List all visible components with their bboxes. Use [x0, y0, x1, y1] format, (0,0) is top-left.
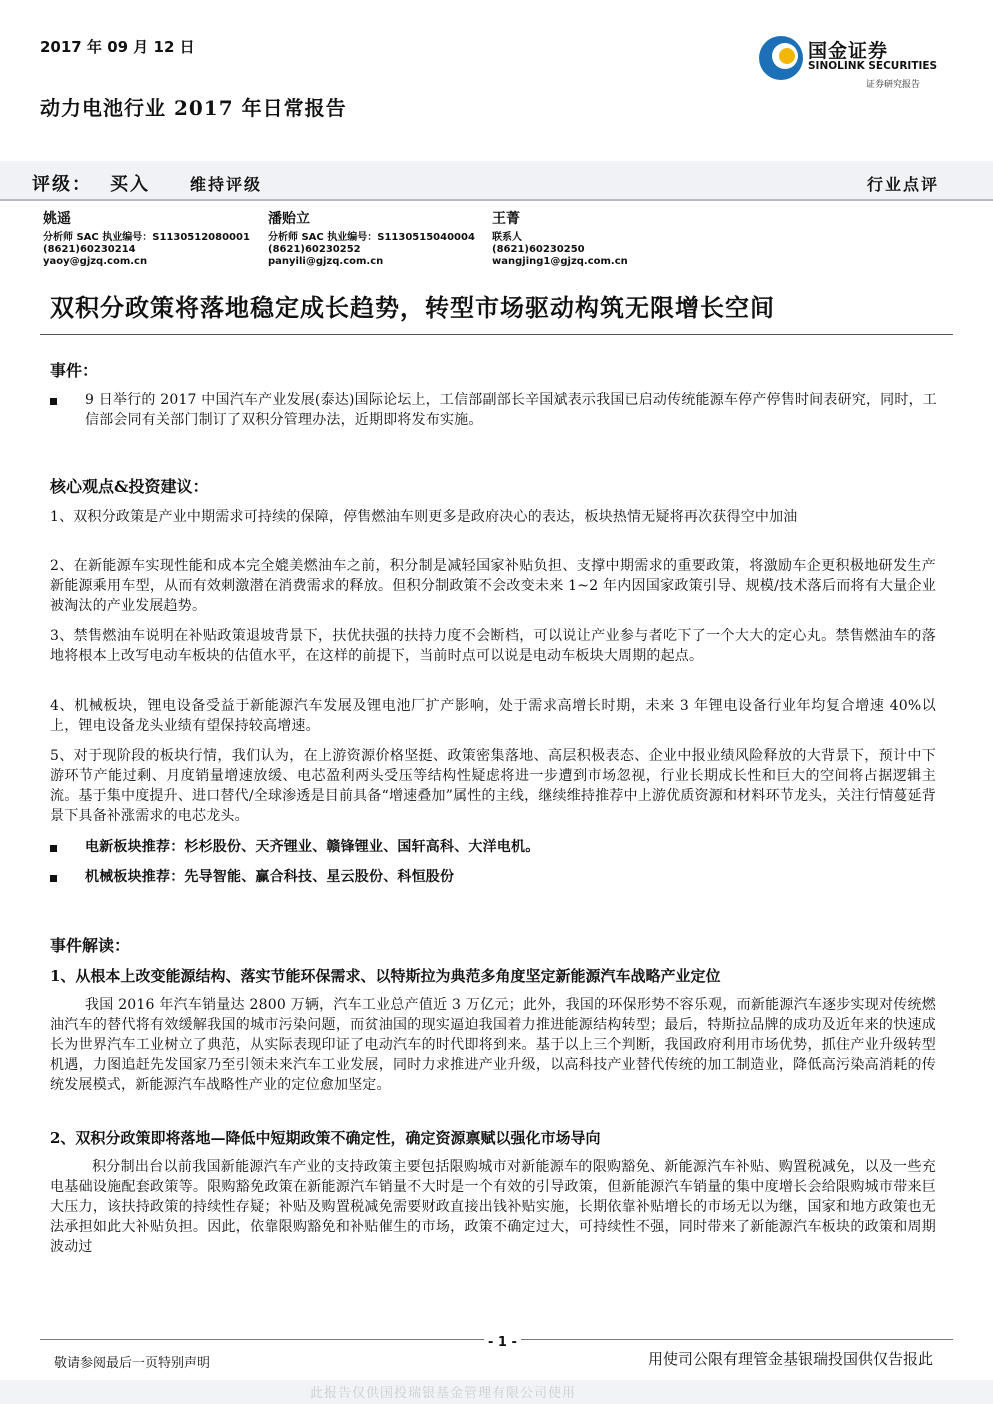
interpretation-section-title: 事件解读： [50, 936, 131, 955]
core-point: 3、禁售燃油车说明在补贴政策退坡背景下，扶优扶强的扶持力度不会断档，可以说让产业参与者吃下了一个大大的定心丸。禁售燃油车的落地将根本上改写电动车板块的估值水平，在这样的前提下，当前时点可以说是电动车板块大周期的起点。 [50, 628, 936, 664]
analyst-phone: (8621)60230252 [268, 244, 361, 255]
analyst-block [492, 210, 628, 268]
interpretation-body: 我国 2016 年汽车销量达 2800 万辆，汽车工业总产值近 3 万亿元；此外，我国的环保形势不容乐观，而新能源汽车逐步实现对传统燃油汽车的替代将有效缓解我国的城市污染问题，而贫油国的现实逼迫我国着力推进能源结构转型；最后，特斯拉品牌的成功及近年来的快速成长为世界汽车工业树立了典范，从实际表现印证了电动汽车的时代即将到来。基于以上三个判断，我国政府利用市场优势，抓住产业升级转型机遇，力图追赶先发国家乃至引领未来汽车工业发展，同时力求推进产业升级，以高科技产业替代传统的加工制造业，降低高污染高消耗的传统发展模式，新能源汽车战略性产业的定位愈加坚定。 [50, 997, 936, 1093]
analyst-name: 潘贻立 [268, 211, 310, 227]
watermark-text: 此报告仅供国投瑞银基金管理有限公司使用 [310, 1386, 577, 1401]
analyst-email: yaoy@gjzq.com.cn [43, 256, 148, 267]
rating-maintain: 维持评级 [190, 175, 263, 194]
event-section-title: 事件： [50, 361, 99, 380]
headline-divider [40, 334, 953, 335]
analyst-email: wangjing1@gjzq.com.cn [492, 256, 628, 267]
report-headline: 双积分政策将落地稳定成长趋势，转型市场驱动构筑无限增长空间 [50, 293, 775, 322]
analyst-cert: 分析师 SAC 执业编号：S1130515040004 [268, 232, 475, 243]
analyst-email: panyili@gjzq.com.cn [268, 256, 384, 267]
analyst-name: 王菁 [492, 211, 520, 227]
core-point: 4、机械板块，锂电设备受益于新能源汽车发展及锂电池厂扩产影响，处于需求高增长时期，未来 3 年锂电设备行业年均复合增速 40%以上，锂电设备龙头业绩有望保持较高增速。 [50, 698, 936, 734]
analyst-phone: (8621)60230214 [43, 244, 136, 255]
rating-value: 买入 [110, 174, 150, 195]
analyst-phone: (8621)60230250 [492, 244, 585, 255]
core-point: 5、对于现阶段的板块行情，我们认为，在上游资源价格坚挺、政策密集落地、高层积极表态、企业中报业绩风险释放的大背景下，预计中下游环节产能过剩、月度销量增速放缓、电芯盈利两头受压等结构性疑虑将进一步遭到市场忽视，行业长期成长性和巨大的空间将占据逻辑主流。基于集中度提升、进口替代/全球渗透是目前具备“增速叠加”属性的主线，继续维持推荐中上游优质资源和材料环节龙头，关注行情蔓延背景下具备补涨需求的电芯龙头。 [50, 748, 936, 824]
bullet-square-icon [50, 845, 57, 852]
footer-disclaimer: 敬请参阅最后一页特别声明 [54, 1356, 211, 1371]
core-section-title: 核心观点&投资建议： [50, 477, 209, 496]
rating-label: 评级： [32, 174, 92, 195]
footer-usage-note: 用使司公限有理管金基银瑞投国供仅告报此 [647, 1350, 933, 1368]
logo-english: SINOLINK SECURITIES [808, 60, 938, 72]
report-type: 行业点评 [866, 175, 939, 194]
analyst-name: 姚遥 [43, 211, 71, 227]
recommendation-machinery: 机械板块推荐：先导智能、赢合科技、星云股份、科恒股份 [85, 869, 455, 885]
core-point: 1、双积分政策是产业中期需求可持续的保障，停售燃油车则更多是政府决心的表达，板块热情无疑将再次获得空中加油 [50, 509, 798, 525]
interpretation-body: 积分制出台以前我国新能源汽车产业的支持政策主要包括限购城市对新能源车的限购豁免、新能源汽车补贴、购置税减免，以及一些充电基础设施配套政策等。限购豁免政策在新能源汽车销量不大时是一个有效的引导政策，但新能源汽车销量的集中度增长会给限购城市带来巨大压力，该扶持政策的持续性存疑；补贴及购置税减免需要财政直接出钱补贴实施，长期依靠补贴增长的市场无以为继，国家和地方政策也无法承担如此大补贴负担。因此，依靠限购豁免和补贴催生的市场，政策不确定过大，可持续性不强，同时带来了新能源汽车板块的政策和周期波动过 [50, 1159, 936, 1255]
report-date: 2017 年 09 月 12 日 [40, 38, 195, 56]
core-point: 2、在新能源车实现性能和成本完全媲美燃油车之前，积分制是减轻国家补贴负担、支撑中期需求的重要政策，将激励车企更积极地研发生产新能源乘用车型，从而有效刺激潜在消费需求的释放。但积分制政策不会改变未来 1~2 年内因国家政策引导、规模/技术落后而将有大量企业被淘汰的产业发展趋势。 [50, 558, 936, 614]
interpretation-heading: 1、从根本上改变能源结构、落实节能环保需求、以特斯拉为典范多角度坚定新能源汽车战略产业定位 [50, 967, 721, 985]
analyst-cert: 分析师 SAC 执业编号：S1130512080001 [43, 232, 250, 243]
logo-subtitle: 证券研究报告 [866, 80, 921, 90]
bullet-square-icon [50, 398, 57, 405]
page-number: - 1 - [484, 1335, 521, 1350]
interpretation-heading: 2、双积分政策即将落地—降低中短期政策不确定性，确定资源禀赋以强化市场导向 [50, 1129, 601, 1147]
report-title: 动力电池行业 2017 年日常报告 [40, 96, 347, 120]
analyst-cert: 联系人 [492, 232, 522, 243]
logo-name: 国金证券 [808, 40, 889, 62]
event-text: 9 日举行的 2017 中国汽车产业发展(泰达)国际论坛上，工信部副部长辛国斌表示我国已启动传统能源车停产停售时间表研究，同时，工信部会同有关部门制订了双积分管理办法，近期即将发布实施。 [85, 392, 937, 428]
bullet-square-icon [50, 875, 57, 882]
analyst-block [43, 210, 250, 268]
recommendation-electric: 电新板块推荐：杉杉股份、天齐锂业、赣锋锂业、国轩高科、大洋电机。 [85, 839, 540, 855]
rating-divider [0, 199, 993, 201]
analyst-block [268, 210, 475, 268]
